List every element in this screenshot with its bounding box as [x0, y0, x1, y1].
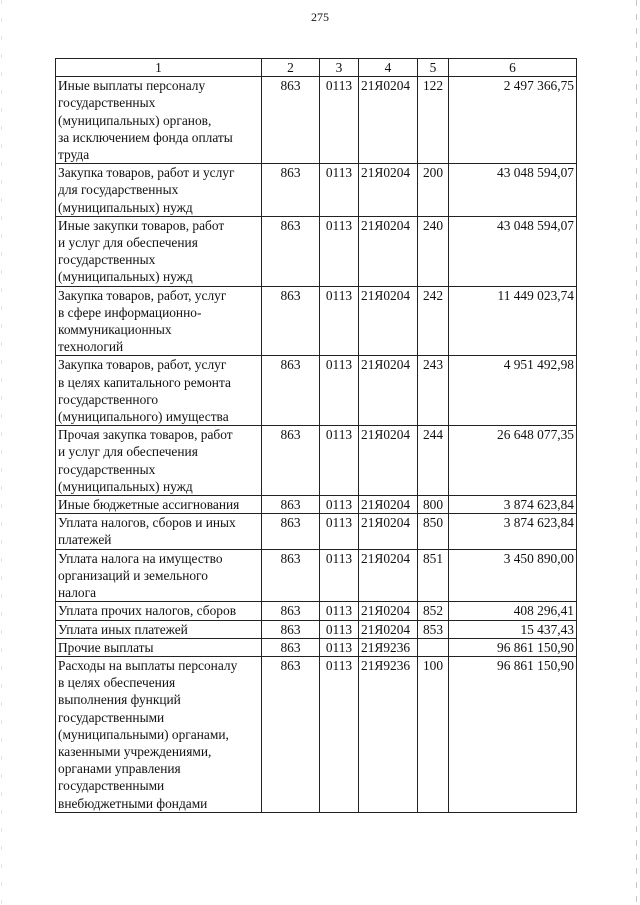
row-vr-cell: 800 — [418, 496, 449, 514]
scan-edge-right — [636, 0, 637, 905]
row-grbs-cell: 863 — [262, 496, 320, 514]
row-grbs-cell: 863 — [262, 656, 320, 812]
row-amount-cell: 4 951 492,98 — [449, 356, 577, 426]
row-csr-cell: 21Я0204 — [359, 164, 418, 217]
row-grbs-cell: 863 — [262, 164, 320, 217]
row-name-line: Закупка товаров, работ, услуг — [58, 357, 227, 373]
row-name-line: государственных — [58, 461, 156, 477]
row-vr-cell: 850 — [418, 514, 449, 549]
table-row — [56, 286, 577, 356]
row-name-line: коммуникационных — [58, 322, 172, 338]
row-name-line: (муниципальных) нужд — [58, 269, 193, 285]
row-amount-cell: 408 296,41 — [449, 602, 577, 620]
row-name-line: Закупка товаров, работ, услуг — [58, 287, 227, 303]
row-name-line: выполнения функций — [58, 692, 181, 708]
table-row — [56, 549, 577, 602]
row-csr-cell: 21Я0204 — [359, 77, 418, 164]
table-row — [56, 514, 577, 549]
row-grbs-cell: 863 — [262, 638, 320, 656]
row-name-line: Иные выплаты персоналу — [58, 78, 206, 94]
row-grbs-cell: 863 — [262, 77, 320, 164]
row-name-cell — [56, 602, 262, 620]
header-cell-2: 2 — [262, 59, 320, 77]
row-name-cell — [56, 638, 262, 656]
row-vr-cell: 852 — [418, 602, 449, 620]
table-row — [56, 620, 577, 638]
row-name-line: Закупка товаров, работ и услуг — [58, 165, 235, 181]
row-rzpr-cell: 0113 — [320, 549, 359, 602]
row-csr-cell: 21Я0204 — [359, 620, 418, 638]
row-amount-cell: 15 437,43 — [449, 620, 577, 638]
row-csr-cell: 21Я0204 — [359, 602, 418, 620]
row-rzpr-cell: 0113 — [320, 164, 359, 217]
header-cell-5: 5 — [418, 59, 449, 77]
table-row — [56, 496, 577, 514]
table-row — [56, 426, 577, 496]
table-row — [56, 356, 577, 426]
row-rzpr-cell: 0113 — [320, 426, 359, 496]
row-name-cell — [56, 77, 262, 164]
row-amount-cell: 26 648 077,35 — [449, 426, 577, 496]
row-name-line: за исключением фонда оплаты — [58, 129, 233, 145]
row-grbs-cell: 863 — [262, 426, 320, 496]
row-grbs-cell: 863 — [262, 620, 320, 638]
row-name-line: налога — [58, 585, 97, 601]
row-name-line: государственных — [58, 95, 156, 111]
row-vr-cell: 200 — [418, 164, 449, 217]
row-name-line: Уплата прочих налогов, сборов — [58, 603, 237, 619]
row-name-cell — [56, 549, 262, 602]
table-row — [56, 216, 577, 286]
page-number: 275 — [311, 10, 329, 24]
row-rzpr-cell: 0113 — [320, 656, 359, 812]
header-cell-6: 6 — [449, 59, 577, 77]
row-name-line: и услуг для обеспечения — [58, 235, 198, 251]
row-rzpr-cell: 0113 — [320, 620, 359, 638]
row-grbs-cell: 863 — [262, 356, 320, 426]
row-grbs-cell: 863 — [262, 602, 320, 620]
row-amount-cell: 11 449 023,74 — [449, 286, 577, 356]
budget-table — [55, 58, 577, 813]
row-name-cell — [56, 286, 262, 356]
row-grbs-cell: 863 — [262, 216, 320, 286]
row-amount-cell: 2 497 366,75 — [449, 77, 577, 164]
row-csr-cell: 21Я0204 — [359, 216, 418, 286]
row-csr-cell: 21Я0204 — [359, 549, 418, 602]
row-csr-cell: 21Я0204 — [359, 514, 418, 549]
row-name-cell — [56, 356, 262, 426]
row-name-cell — [56, 216, 262, 286]
row-vr-cell: 122 — [418, 77, 449, 164]
header-cell-4: 4 — [359, 59, 418, 77]
row-name-line: в целях обеспечения — [58, 675, 176, 691]
row-name-line: труда — [58, 147, 90, 163]
row-name-line: государственными — [58, 778, 165, 794]
row-rzpr-cell: 0113 — [320, 514, 359, 549]
row-name-cell — [56, 656, 262, 812]
row-name-line: государственными — [58, 709, 165, 725]
row-name-line: органами управления — [58, 761, 181, 777]
row-rzpr-cell: 0113 — [320, 216, 359, 286]
row-name-line: государственного — [58, 391, 159, 407]
row-grbs-cell: 863 — [262, 514, 320, 549]
row-name-line: (муниципальных) органов, — [58, 112, 212, 128]
table-row — [56, 656, 577, 812]
row-rzpr-cell: 0113 — [320, 356, 359, 426]
row-vr-cell: 100 — [418, 656, 449, 812]
header-cell-1: 1 — [56, 59, 262, 77]
table-header-row — [56, 59, 577, 77]
row-name-line: (муниципальных) нужд — [58, 199, 193, 215]
row-name-line: Прочая закупка товаров, работ — [58, 427, 233, 443]
row-name-line: Расходы на выплаты персоналу — [58, 657, 238, 673]
table-row — [56, 638, 577, 656]
row-amount-cell: 3 450 890,00 — [449, 549, 577, 602]
row-name-line: Прочие выплаты — [58, 639, 154, 655]
row-vr-cell — [418, 638, 449, 656]
row-amount-cell: 3 874 623,84 — [449, 496, 577, 514]
row-name-line: Иные закупки товаров, работ — [58, 217, 225, 233]
row-amount-cell: 3 874 623,84 — [449, 514, 577, 549]
table-row — [56, 164, 577, 217]
row-csr-cell: 21Я0204 — [359, 286, 418, 356]
row-name-line: для государственных — [58, 182, 179, 198]
row-name-line: технологий — [58, 339, 124, 355]
header-cell-3: 3 — [320, 59, 359, 77]
row-amount-cell: 43 048 594,07 — [449, 216, 577, 286]
row-rzpr-cell: 0113 — [320, 77, 359, 164]
row-name-line: (муниципального) имущества — [58, 409, 229, 425]
row-name-line: в целях капитального ремонта — [58, 374, 231, 390]
row-csr-cell: 21Я0204 — [359, 426, 418, 496]
scan-edge-left — [1, 0, 2, 905]
row-name-line: внебюджетными фондами — [58, 795, 208, 811]
row-name-line: организаций и земельного — [58, 567, 208, 583]
row-name-cell — [56, 620, 262, 638]
row-grbs-cell: 863 — [262, 286, 320, 356]
row-vr-cell: 853 — [418, 620, 449, 638]
row-name-line: и услуг для обеспечения — [58, 444, 198, 460]
row-name-line: (муниципальных) нужд — [58, 478, 193, 494]
row-amount-cell: 43 048 594,07 — [449, 164, 577, 217]
row-csr-cell: 21Я9236 — [359, 638, 418, 656]
row-name-cell — [56, 426, 262, 496]
row-rzpr-cell: 0113 — [320, 286, 359, 356]
row-csr-cell: 21Я0204 — [359, 496, 418, 514]
row-rzpr-cell: 0113 — [320, 638, 359, 656]
row-name-cell — [56, 164, 262, 217]
table-row — [56, 602, 577, 620]
row-vr-cell: 242 — [418, 286, 449, 356]
row-amount-cell: 96 861 150,90 — [449, 638, 577, 656]
row-csr-cell: 21Я9236 — [359, 656, 418, 812]
row-name-line: государственных — [58, 252, 156, 268]
row-amount-cell: 96 861 150,90 — [449, 656, 577, 812]
row-name-cell — [56, 514, 262, 549]
row-vr-cell: 240 — [418, 216, 449, 286]
row-vr-cell: 851 — [418, 549, 449, 602]
row-name-line: в сфере информационно- — [58, 304, 202, 320]
row-name-line: Иные бюджетные ассигнования — [58, 497, 240, 513]
row-name-line: Уплата налогов, сборов и иных — [58, 515, 236, 531]
row-rzpr-cell: 0113 — [320, 602, 359, 620]
row-vr-cell: 244 — [418, 426, 449, 496]
table-row — [56, 77, 577, 164]
row-vr-cell: 243 — [418, 356, 449, 426]
row-name-cell — [56, 496, 262, 514]
row-name-line: (муниципальными) органами, — [58, 726, 229, 742]
row-name-line: казенными учреждениями, — [58, 743, 212, 759]
row-name-line: платежей — [58, 532, 112, 548]
row-grbs-cell: 863 — [262, 549, 320, 602]
row-rzpr-cell: 0113 — [320, 496, 359, 514]
row-name-line: Уплата налога на имущество — [58, 550, 223, 566]
row-name-line: Уплата иных платежей — [58, 621, 188, 637]
row-csr-cell: 21Я0204 — [359, 356, 418, 426]
